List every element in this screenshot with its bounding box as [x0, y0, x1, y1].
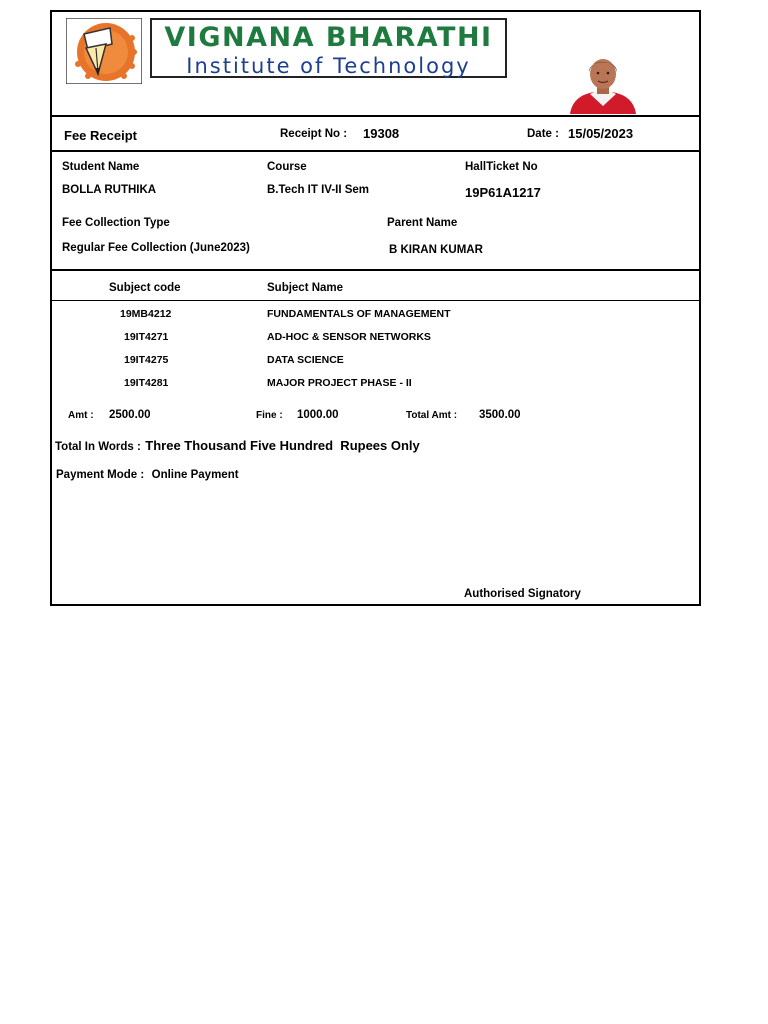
hallticket-label: HallTicket No: [465, 161, 538, 173]
course-value: B.Tech IT IV-II Sem: [267, 184, 370, 196]
institute-subtitle: Institute of Technology: [186, 54, 471, 78]
table-header-divider: [52, 300, 699, 301]
divider: [52, 269, 699, 271]
subject-code: 19MB4212: [120, 308, 172, 320]
amount-label: Amt :: [68, 410, 94, 421]
divider: [52, 115, 699, 117]
total-in-words-value: Three Thousand Five Hundred Rupees Only: [145, 438, 420, 453]
student-name: BOLLA RUTHIKA: [62, 184, 157, 196]
student-photo: [568, 56, 638, 114]
amount-value: 2500.00: [109, 409, 151, 421]
receipt-title: Fee Receipt: [64, 128, 137, 143]
subject-name: DATA SCIENCE: [267, 354, 344, 366]
date-label: Date :: [527, 128, 559, 140]
parent-name: B KIRAN KUMAR: [389, 244, 483, 256]
total-in-words-label: Total In Words :: [55, 441, 141, 453]
authorised-signatory: Authorised Signatory: [464, 588, 581, 600]
institute-logo: [66, 18, 142, 84]
fine-label: Fine :: [256, 410, 283, 421]
fee-receipt: [50, 10, 701, 606]
parent-name-label: Parent Name: [387, 217, 458, 229]
total-label: Total Amt :: [406, 410, 458, 421]
subject-code: 19IT4275: [124, 354, 169, 366]
institute-name-banner: [150, 18, 507, 78]
total-in-words: [55, 437, 420, 455]
fee-type-label: Fee Collection Type: [62, 217, 170, 229]
receipt-date: 15/05/2023: [568, 126, 634, 141]
fine-value: 1000.00: [297, 409, 339, 421]
payment-mode-value: Online Payment: [151, 469, 239, 481]
total-value: 3500.00: [479, 409, 521, 421]
fee-type-value: Regular Fee Collection (June2023): [62, 242, 250, 254]
subject-code: 19IT4281: [124, 377, 169, 389]
subject-name: MAJOR PROJECT PHASE - II: [267, 377, 412, 389]
payment-mode-label: Payment Mode :: [56, 469, 145, 481]
institute-name: VIGNANA BHARATHI: [164, 22, 493, 53]
subject-name-header: Subject Name: [267, 282, 344, 294]
subject-code-header: Subject code: [109, 282, 181, 294]
receipt-no-label: Receipt No :: [280, 128, 348, 140]
subject-code: 19IT4271: [124, 331, 169, 343]
subject-name: AD-HOC & SENSOR NETWORKS: [267, 331, 431, 343]
subject-name: FUNDAMENTALS OF MANAGEMENT: [267, 308, 451, 320]
hallticket-number: 19P61A1217: [465, 185, 541, 200]
student-name-label: Student Name: [62, 161, 140, 173]
payment-mode: [56, 465, 239, 483]
receipt-no: 19308: [363, 126, 400, 141]
course-label: Course: [267, 161, 307, 173]
divider: [52, 150, 699, 152]
